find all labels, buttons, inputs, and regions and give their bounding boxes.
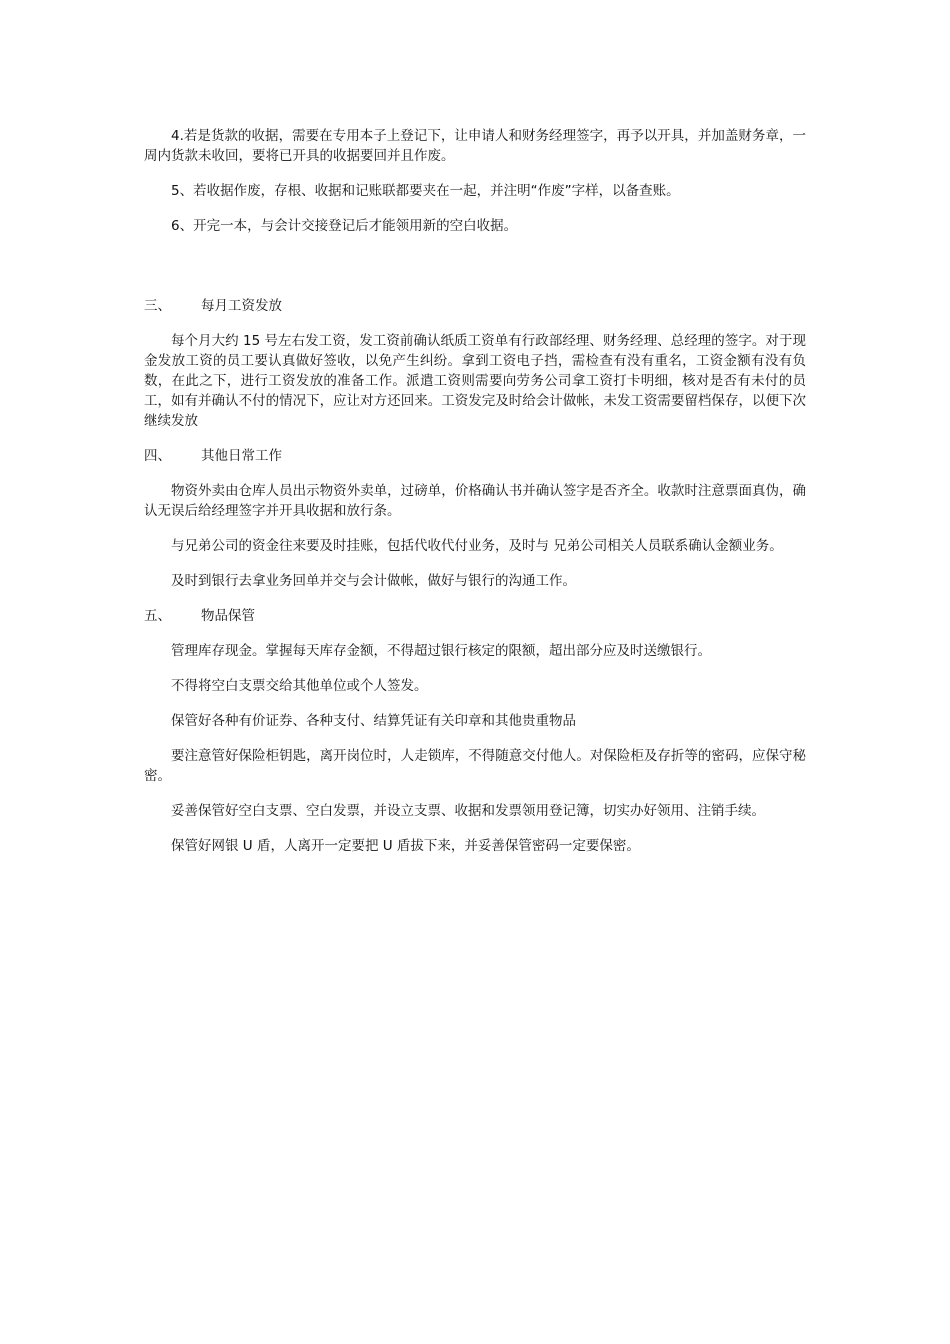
section-heading-daily-work [144,446,806,466]
custody-paragraph-5: 妥善保管好空白支票、空白发票，并设立支票、收据和发票领用登记簿，切实办好领用、注销手续。 [171,803,765,819]
custody-paragraph-6: 保管好网银 U 盾，人离开一定要把 U 盾拔下来，并妥善保管密码一定要保密。 [171,838,640,854]
custody-paragraph-1: 管理库存现金。掌握每天库存金额，不得超过银行核定的限额，超出部分应及时送缴银行。 [171,643,711,659]
section-number: 四、 [144,448,171,464]
receipt-rule-5: 5、若收据作废，存根、收据和记账联都要夹在一起，并注明“作废”字样，以备查账。 [171,183,680,199]
custody-paragraph-4: 要注意管好保险柜钥匙，离开岗位时，人走锁库，不得随意交付他人。对保险柜及存折等的密码，应保守秘密。 [144,748,806,784]
receipt-rule-6: 6、开完一本，与会计交接登记后才能领用新的空白收据。 [171,218,518,234]
receipt-rule-4: 4.若是货款的收据，需要在专用本子上登记下，让申请人和财务经理签字，再予以开具，并加盖财务章，一周内货款未收回，要将已开具的收据要回并且作废。 [144,128,806,164]
section-number: 三、 [144,298,171,314]
daily-work-paragraph-3: 及时到银行去拿业务回单并交与会计做帐，做好与银行的沟通工作。 [171,573,576,589]
section-title: 每月工资发放 [201,298,282,314]
document-page [144,126,806,871]
custody-paragraph-2: 不得将空白支票交给其他单位或个人签发。 [171,678,428,694]
daily-work-paragraph-1: 物资外卖由仓库人员出示物资外卖单，过磅单，价格确认书并确认签字是否齐全。收款时注意票面真伪，确认无误后给经理签字并开具收据和放行条。 [144,483,806,519]
daily-work-paragraph-2: 与兄弟公司的资金往来要及时挂账，包括代收代付业务，及时与 兄弟公司相关人员联系确认金额业务。 [171,538,783,554]
custody-paragraph-3: 保管好各种有价证券、各种支付、结算凭证有关印章和其他贵重物品 [171,713,576,729]
section-heading-custody [144,606,806,626]
section-number: 五、 [144,608,171,624]
section-spacer [144,251,806,296]
section-heading-salary [144,296,806,316]
section-title: 其他日常工作 [201,448,282,464]
section-title: 物品保管 [201,608,255,624]
salary-paragraph: 每个月大约 15 号左右发工资，发工资前确认纸质工资单有行政部经理、财务经理、总经理的签字。对于现金发放工资的员工要认真做好签收，以免产生纠纷。拿到工资电子挡，需检查有没有重名，工资金额有没有负数，在此之下，进行工资发放的准备工作。派遣工资则需要向劳务公司拿工资打卡明细，核对是否有未付的员工，如有并确认不付的情况下，应让对方还回来。工资发完及时给会计做帐，未发工资需要留档保存，以便下次继续发放 [144,333,806,429]
